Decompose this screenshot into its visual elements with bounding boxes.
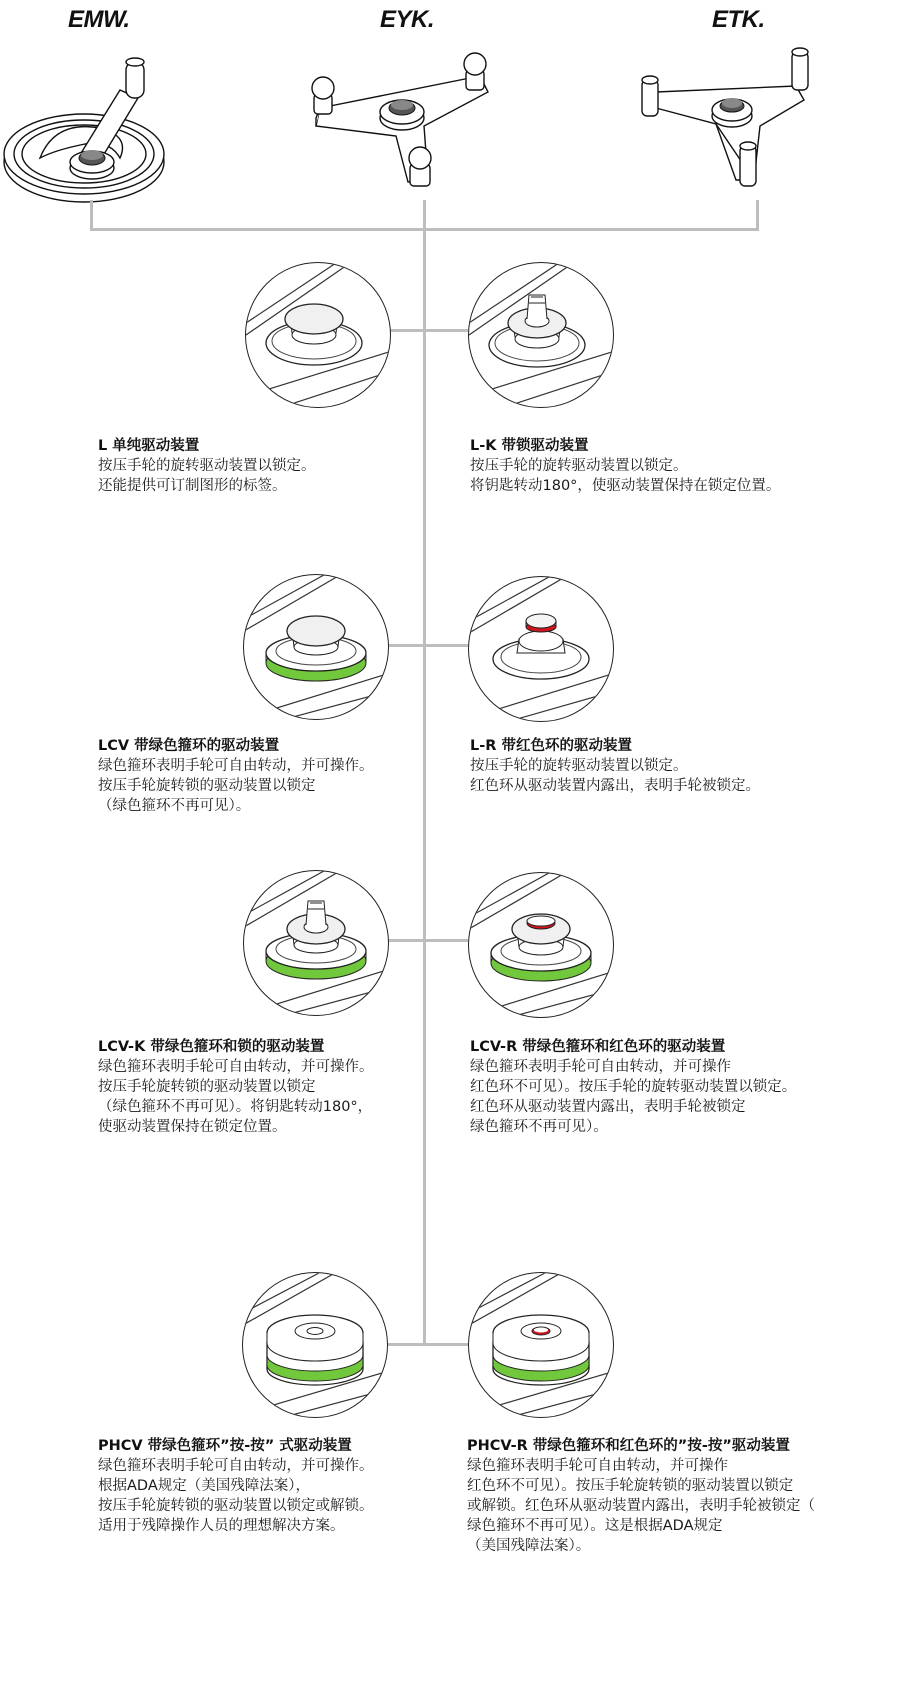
option-lcvk-description	[98, 1037, 374, 1137]
drive-l-image	[245, 262, 391, 408]
branch-line	[378, 939, 468, 942]
option-title: PHCV 带绿色箍环”按-按” 式驱动装置	[98, 1438, 352, 1454]
option-line: 按压手轮旋转锁的驱动装置以锁定	[98, 1079, 316, 1095]
trunk-line	[423, 228, 426, 1346]
option-lk-description	[470, 436, 780, 496]
option-title: LCV-R 带绿色箍环和红色环的驱动装置	[470, 1039, 726, 1055]
connector-line	[756, 200, 759, 230]
option-lcvr-description	[470, 1037, 796, 1137]
option-line: 红色环不可见）。按压手轮的旋转驱动装置以锁定。	[470, 1079, 797, 1095]
etk-handwheel-image	[636, 40, 826, 200]
connector-line	[423, 200, 426, 230]
wheel-title-eyk: EYK.	[380, 6, 435, 33]
option-line: 绿色箍环表明手轮可自由转动，并可操作。	[98, 1458, 374, 1474]
drive-lcvr-image	[468, 872, 614, 1018]
option-l-description	[98, 436, 316, 496]
option-title: L-R 带红色环的驱动装置	[470, 738, 632, 754]
option-line: 按压手轮旋转锁的驱动装置以锁定或解锁。	[98, 1498, 374, 1514]
drive-lcv-image	[243, 574, 389, 720]
option-title: PHCV-R 带绿色箍环和红色环的”按-按”驱动装置	[467, 1438, 790, 1454]
option-phcv-description	[98, 1436, 374, 1536]
option-line: 将钥匙转动180°，使驱动装置保持在锁定位置。	[470, 478, 781, 494]
option-line: 适用于残障操作人员的理想解决方案。	[98, 1518, 345, 1534]
wheel-title-emw: EMW.	[68, 6, 130, 33]
option-line: （美国残障法案）。	[467, 1538, 591, 1554]
option-line: 按压手轮的旋转驱动装置以锁定。	[470, 458, 688, 474]
drive-lk-image	[468, 262, 614, 408]
wheel-title-etk: ETK.	[712, 6, 765, 33]
option-line: 绿色箍环表明手轮可自由转动，并可操作	[467, 1458, 728, 1474]
option-title: L-K 带锁驱动装置	[470, 438, 589, 454]
option-line: 绿色箍环不再可见）。这是根据ADA规定	[467, 1518, 723, 1534]
option-line: （绿色箍环不再可见）。	[98, 798, 251, 814]
drive-phcvr-image	[468, 1272, 614, 1418]
option-line: 绿色箍环表明手轮可自由转动，并可操作。	[98, 1059, 374, 1075]
connector-line	[90, 200, 93, 230]
option-line: （绿色箍环不再可见）。将钥匙转动180°，	[98, 1099, 373, 1115]
option-line: 还能提供可订制图形的标签。	[98, 478, 287, 494]
branch-line	[378, 329, 468, 332]
branch-line	[378, 1343, 468, 1346]
option-line: 绿色箍环不再可见）。	[470, 1119, 608, 1135]
option-line: 红色环不可见）。按压手轮旋转锁的驱动装置以锁定	[467, 1478, 794, 1494]
option-lcv-description	[98, 736, 374, 816]
drive-lcvk-image	[243, 870, 389, 1016]
branch-line	[378, 644, 468, 647]
option-line: 按压手轮的旋转驱动装置以锁定。	[98, 458, 316, 474]
option-line: 或解锁。红色环从驱动装置内露出，表明手轮被锁定（	[467, 1498, 815, 1514]
drive-phcv-image	[242, 1272, 388, 1418]
option-line: 红色环从驱动装置内露出，表明手轮被锁定	[470, 1099, 746, 1115]
option-line: 按压手轮旋转锁的驱动装置以锁定	[98, 778, 316, 794]
option-line: 根据ADA规定（美国残障法案），	[98, 1478, 310, 1494]
emw-handwheel-image	[0, 40, 170, 205]
option-line: 绿色箍环表明手轮可自由转动，并可操作。	[98, 758, 374, 774]
eyk-handwheel-image	[300, 40, 510, 200]
option-lr-description	[470, 736, 760, 796]
option-phcvr-description	[467, 1436, 815, 1556]
option-title: LCV-K 带绿色箍环和锁的驱动装置	[98, 1039, 325, 1055]
option-line: 红色环从驱动装置内露出，表明手轮被锁定。	[470, 778, 760, 794]
drive-lr-image	[468, 576, 614, 722]
option-title: L 单纯驱动装置	[98, 438, 200, 454]
option-line: 使驱动装置保持在锁定位置。	[98, 1119, 287, 1135]
option-title: LCV 带绿色箍环的驱动装置	[98, 738, 280, 754]
option-line: 按压手轮的旋转驱动装置以锁定。	[470, 758, 688, 774]
option-line: 绿色箍环表明手轮可自由转动，并可操作	[470, 1059, 731, 1075]
